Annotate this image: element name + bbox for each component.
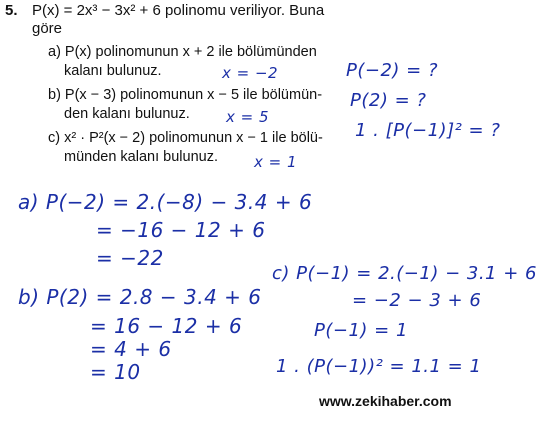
- hw-a-root: x = −2: [222, 64, 279, 82]
- part-a-line1: a) P(x) polinomunun x + 2 ile bölümünden: [48, 44, 317, 60]
- hw-solution-a-1: a) P(−2) = 2.(−8) − 3.4 + 6: [18, 190, 313, 214]
- part-c-line2: münden kalanı bulunuz.: [64, 149, 218, 165]
- hw-solution-a-2: = −16 − 12 + 6: [96, 218, 266, 242]
- hw-a-target: P(−2) = ?: [346, 60, 439, 81]
- hw-b-target: P(2) = ?: [350, 90, 427, 111]
- hw-solution-a-3: = −22: [96, 246, 164, 270]
- question-number: 5.: [5, 2, 18, 19]
- part-a-line2: kalanı bulunuz.: [64, 63, 162, 79]
- hw-solution-b-2: = 16 − 12 + 6: [90, 314, 243, 338]
- part-b-line1: b) P(x − 3) polinomunun x − 5 ile bölümün-: [48, 87, 323, 103]
- question-text-line1: P(x) = 2x³ − 3x² + 6 polinomu veriliyor. Buna: [32, 2, 325, 19]
- hw-solution-b-1: b) P(2) = 2.8 − 3.4 + 6: [18, 285, 262, 309]
- site-watermark: www.zekihaber.com: [319, 393, 452, 409]
- hw-solution-b-3: = 4 + 6: [90, 337, 172, 361]
- hw-solution-c-2: = −2 − 3 + 6: [352, 290, 482, 311]
- hw-c-target: 1 . [P(−1)]² = ?: [355, 120, 501, 141]
- hw-solution-c-3: P(−1) = 1: [314, 320, 408, 341]
- part-c-line1: c) x² · P²(x − 2) polinomunun x − 1 ile bölü-: [48, 130, 323, 146]
- hw-solution-c-1: c) P(−1) = 2.(−1) − 3.1 + 6: [272, 263, 537, 284]
- hw-solution-c-4: 1 . (P(−1))² = 1.1 = 1: [276, 356, 482, 377]
- question-text-line2: göre: [32, 20, 63, 37]
- hw-b-root: x = 5: [226, 108, 270, 126]
- hw-solution-b-4: = 10: [90, 360, 141, 384]
- part-b-line2: den kalanı bulunuz.: [64, 106, 190, 122]
- hw-c-root: x = 1: [254, 153, 298, 171]
